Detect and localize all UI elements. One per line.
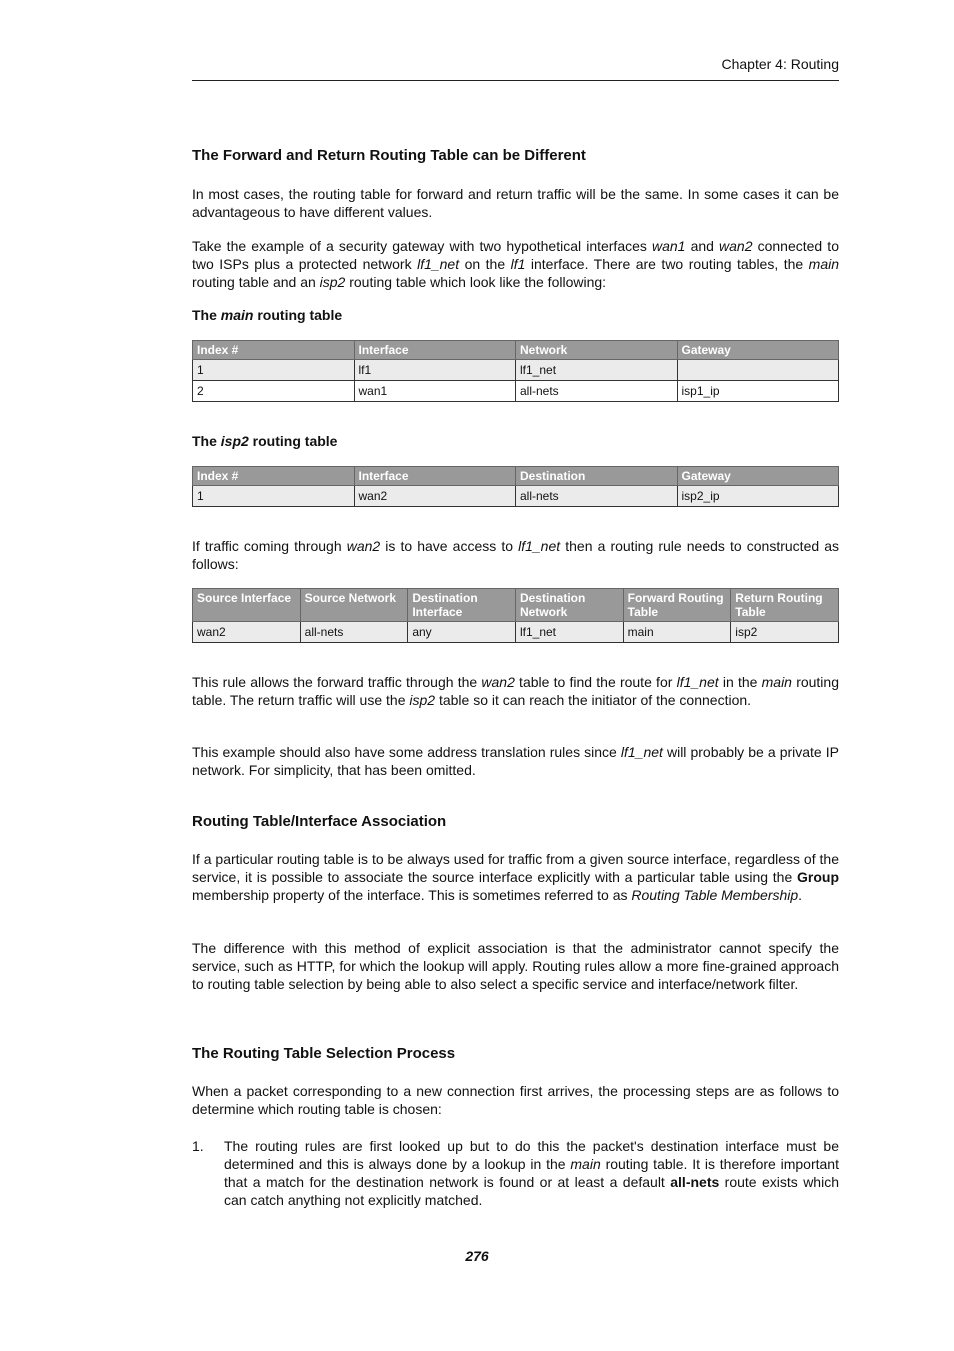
list-item: 1. The routing rules are first looked up but to do this the packet's destination interface must be determined and this is always done by a lookup in the main routing table. It is therefore important that a match for the destination network is found or at least a default all-nets route exists which can catch anything not explicitly matched. [192, 1138, 839, 1208]
table-cell: lf1_net [515, 622, 623, 643]
paragraph-intro: In most cases, the routing table for forward and return traffic will be the same. In some cases it can be advantageous to have different values. [192, 186, 839, 220]
table-cell: 1 [193, 486, 355, 507]
table-cell: 2 [193, 381, 355, 402]
table-cell: isp2 [731, 622, 839, 643]
paragraph-difference: The difference with this method of explicit association is that the administrator cannot specify the service, such as HTTP, for which the lookup will apply. Routing rules allow a more fine-grained approach to routing table selection by being able to also select a specific service and interface/network filter. [192, 940, 839, 992]
table-cell: 1 [193, 360, 355, 381]
section-title-forward-return: The Forward and Return Routing Table can be Different [192, 147, 586, 164]
column-header: Destination Interface [408, 589, 516, 622]
column-header: Index # [193, 467, 355, 486]
table-cell: all-nets [516, 486, 678, 507]
table-cell: isp1_ip [677, 381, 839, 402]
table-cell: lf1_net [516, 360, 678, 381]
paragraph-address-translation: This example should also have some address translation rules since lf1_net will probably be a private IP network. For simplicity, that has been omitted. [192, 744, 840, 778]
section-title-interface-association: Routing Table/Interface Association [192, 813, 447, 830]
running-header: Chapter 4: Routing [721, 56, 839, 72]
column-header: Destination Network [515, 589, 623, 622]
table-header-row [193, 467, 839, 486]
table-cell: any [408, 622, 516, 643]
table-cell: wan1 [354, 381, 516, 402]
table-cell: lf1 [354, 360, 516, 381]
table-row [193, 486, 839, 507]
selection-steps-list [192, 1137, 839, 1209]
table-row [193, 360, 839, 381]
main-routing-table [192, 340, 839, 402]
table-cell: wan2 [193, 622, 301, 643]
column-header: Return Routing Table [731, 589, 839, 622]
column-header: Forward Routing Table [623, 589, 731, 622]
table-cell: wan2 [354, 486, 516, 507]
paragraph-rule-explanation: This rule allows the forward traffic through the wan2 table to find the route for lf1_net in the main routing table. The return traffic will use the isp2 table so it can reach the initiator of the connection. [192, 674, 839, 708]
column-header: Network [516, 341, 678, 360]
page-number: 276 [465, 1248, 489, 1264]
column-header: Interface [354, 467, 516, 486]
paragraph-example: Take the example of a security gateway with two hypothetical interfaces wan1 and wan2 connected to two ISPs plus a protected network lf1_net on the lf1 interface. There are two routing tables, the main routing table and an isp2 routing table which look like the following: [192, 238, 840, 290]
table-header-row [193, 341, 839, 360]
column-header: Index # [193, 341, 355, 360]
paragraph-selection-intro: When a packet corresponding to a new connection first arrives, the processing steps are as follows to determine which routing table is chosen: [192, 1083, 839, 1117]
table-cell [677, 360, 839, 381]
table-header-row [193, 589, 839, 622]
table-cell: main [623, 622, 731, 643]
table-cell: all-nets [300, 622, 408, 643]
column-header: Gateway [677, 467, 839, 486]
paragraph-rule-intro: If traffic coming through wan2 is to have access to lf1_net then a routing rule needs to constructed as follows: [192, 538, 840, 572]
table-row [193, 381, 839, 402]
column-header: Gateway [677, 341, 839, 360]
section-title-selection-process: The Routing Table Selection Process [192, 1045, 456, 1062]
caption-isp2-table: The isp2 routing table [192, 433, 338, 449]
list-item-number: 1. [192, 1138, 204, 1154]
caption-main-table: The main routing table [192, 307, 343, 323]
table-cell: isp2_ip [677, 486, 839, 507]
column-header: Destination [516, 467, 678, 486]
column-header: Source Network [300, 589, 408, 622]
header-rule [192, 80, 839, 81]
column-header: Interface [354, 341, 516, 360]
table-cell: all-nets [516, 381, 678, 402]
paragraph-association: If a particular routing table is to be always used for traffic from a given source interface, regardless of the service, it is possible to associate the source interface explicitly with a particular table using the Group membership property of the interface. This is sometimes referred to as Routing Table Membership. [192, 851, 839, 903]
routing-rule-table [192, 588, 839, 643]
column-header: Source Interface [193, 589, 301, 622]
table-row [193, 622, 839, 643]
isp2-routing-table [192, 466, 839, 507]
